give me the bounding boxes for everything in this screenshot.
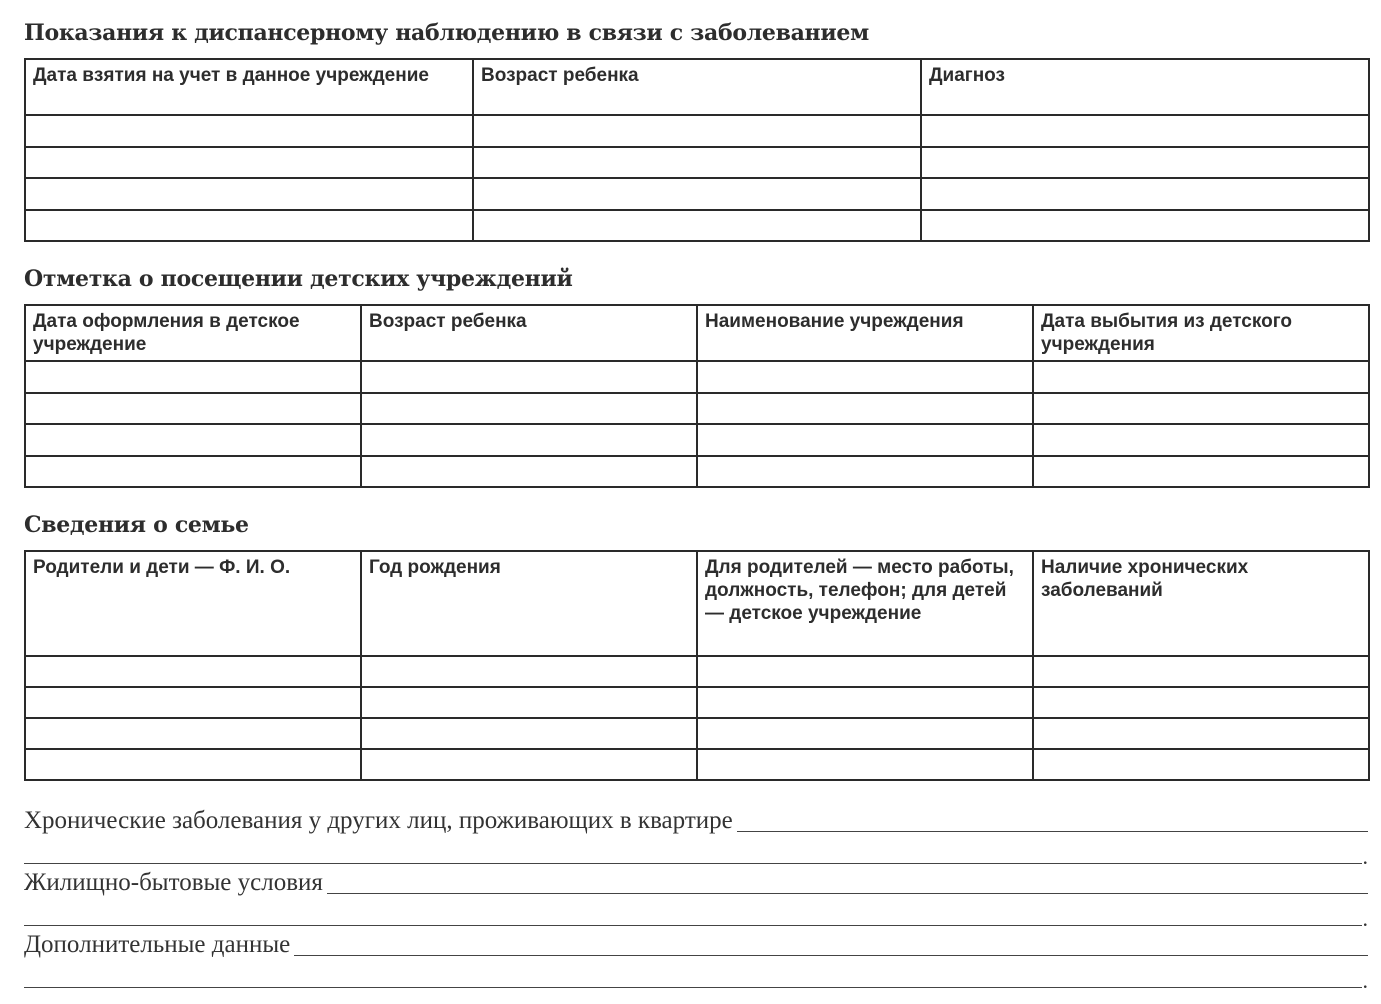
column-header-diagnosis: Диагноз (921, 59, 1369, 115)
table-row (25, 749, 1369, 780)
table-row (25, 147, 1369, 178)
table-cell[interactable] (1033, 393, 1369, 424)
table-row (25, 115, 1369, 146)
chronic-others-continuation (24, 838, 1368, 868)
table-cell[interactable] (361, 424, 697, 455)
table-cell[interactable] (1033, 687, 1369, 718)
column-header-registration-date: Дата взятия на учет в данное учреждение (25, 59, 473, 115)
column-header-birth-year: Год рождения (361, 551, 697, 656)
table-cell[interactable] (697, 687, 1033, 718)
column-header-workplace: Для родителей — место работы, должность, телефон; для детей — детское учреждение (697, 551, 1033, 656)
chronic-others-label: Хронические заболевания у других лиц, проживающих в квартире (24, 807, 733, 834)
table-cell[interactable] (25, 424, 361, 455)
table-cell[interactable] (697, 456, 1033, 487)
table-cell[interactable] (697, 656, 1033, 687)
table-cell[interactable] (1033, 656, 1369, 687)
column-header-chronic-diseases: Наличие хронических заболеваний (1033, 551, 1369, 656)
table-cell[interactable] (473, 115, 921, 146)
column-header-full-name: Родители и дети — Ф. И. О. (25, 551, 361, 656)
table-cell[interactable] (697, 718, 1033, 749)
table-cell[interactable] (1033, 749, 1369, 780)
table-cell[interactable] (25, 656, 361, 687)
living-conditions-field (24, 868, 1368, 898)
table-row (25, 424, 1369, 455)
table-header-row (25, 305, 1369, 361)
table-cell[interactable] (921, 178, 1369, 209)
chronic-others-field (24, 806, 1368, 836)
table-cell[interactable] (25, 178, 473, 209)
table-cell[interactable] (361, 749, 697, 780)
table-row (25, 210, 1369, 241)
table-row (25, 178, 1369, 209)
table-cell[interactable] (473, 147, 921, 178)
family-table (24, 550, 1370, 781)
child-institutions-table (24, 304, 1370, 488)
column-header-departure-date: Дата выбытия из детского учреждения (1033, 305, 1369, 361)
table-cell[interactable] (25, 147, 473, 178)
additional-data-line[interactable] (294, 955, 1368, 956)
line-end-dot: . (1362, 906, 1368, 931)
dispensary-table (24, 58, 1370, 242)
table-cell[interactable] (25, 749, 361, 780)
table-cell[interactable] (25, 687, 361, 718)
living-conditions-label: Жилищно-бытовые условия (24, 869, 323, 896)
living-conditions-line-2[interactable] (24, 925, 1362, 926)
additional-data-continuation (24, 962, 1368, 992)
column-header-child-age: Возраст ребенка (361, 305, 697, 361)
column-header-institution-name: Наименование учреждения (697, 305, 1033, 361)
table-cell[interactable] (1033, 424, 1369, 455)
table-cell[interactable] (697, 393, 1033, 424)
table-cell[interactable] (25, 210, 473, 241)
table-cell[interactable] (697, 424, 1033, 455)
table-cell[interactable] (361, 393, 697, 424)
table-header-row (25, 59, 1369, 115)
table-cell[interactable] (473, 178, 921, 209)
line-end-dot: . (1362, 968, 1368, 993)
table-cell[interactable] (473, 210, 921, 241)
table-cell[interactable] (1033, 456, 1369, 487)
table-cell[interactable] (361, 656, 697, 687)
additional-data-label: Дополнительные данные (24, 931, 291, 958)
table-cell[interactable] (361, 456, 697, 487)
table-row (25, 361, 1369, 392)
living-conditions-line[interactable] (327, 893, 1368, 894)
column-header-child-age: Возраст ребенка (473, 59, 921, 115)
table-cell[interactable] (921, 210, 1369, 241)
table-cell[interactable] (25, 456, 361, 487)
living-conditions-continuation (24, 900, 1368, 930)
table-cell[interactable] (361, 687, 697, 718)
table-cell[interactable] (697, 749, 1033, 780)
table-row (25, 718, 1369, 749)
table-cell[interactable] (361, 718, 697, 749)
column-header-enrollment-date: Дата оформления в детское учреждение (25, 305, 361, 361)
additional-data-line-2[interactable] (24, 987, 1362, 988)
table-row (25, 393, 1369, 424)
table-cell[interactable] (25, 393, 361, 424)
table-cell[interactable] (25, 361, 361, 392)
table-row (25, 687, 1369, 718)
table-cell[interactable] (1033, 718, 1369, 749)
section-title-dispensary: Показания к диспансерному наблюдению в связи с заболеванием (24, 20, 869, 46)
additional-data-field (24, 930, 1368, 960)
table-row (25, 656, 1369, 687)
line-end-dot: . (1362, 844, 1368, 869)
table-cell[interactable] (697, 361, 1033, 392)
section-title-child-institutions: Отметка о посещении детских учреждений (24, 266, 573, 292)
chronic-others-line-2[interactable] (24, 863, 1362, 864)
table-cell[interactable] (361, 361, 697, 392)
table-cell[interactable] (25, 115, 473, 146)
section-title-family-info: Сведения о семье (24, 512, 249, 538)
table-cell[interactable] (1033, 361, 1369, 392)
table-row (25, 456, 1369, 487)
table-cell[interactable] (25, 718, 361, 749)
table-header-row (25, 551, 1369, 656)
chronic-others-line[interactable] (737, 831, 1368, 832)
table-cell[interactable] (921, 147, 1369, 178)
table-cell[interactable] (921, 115, 1369, 146)
